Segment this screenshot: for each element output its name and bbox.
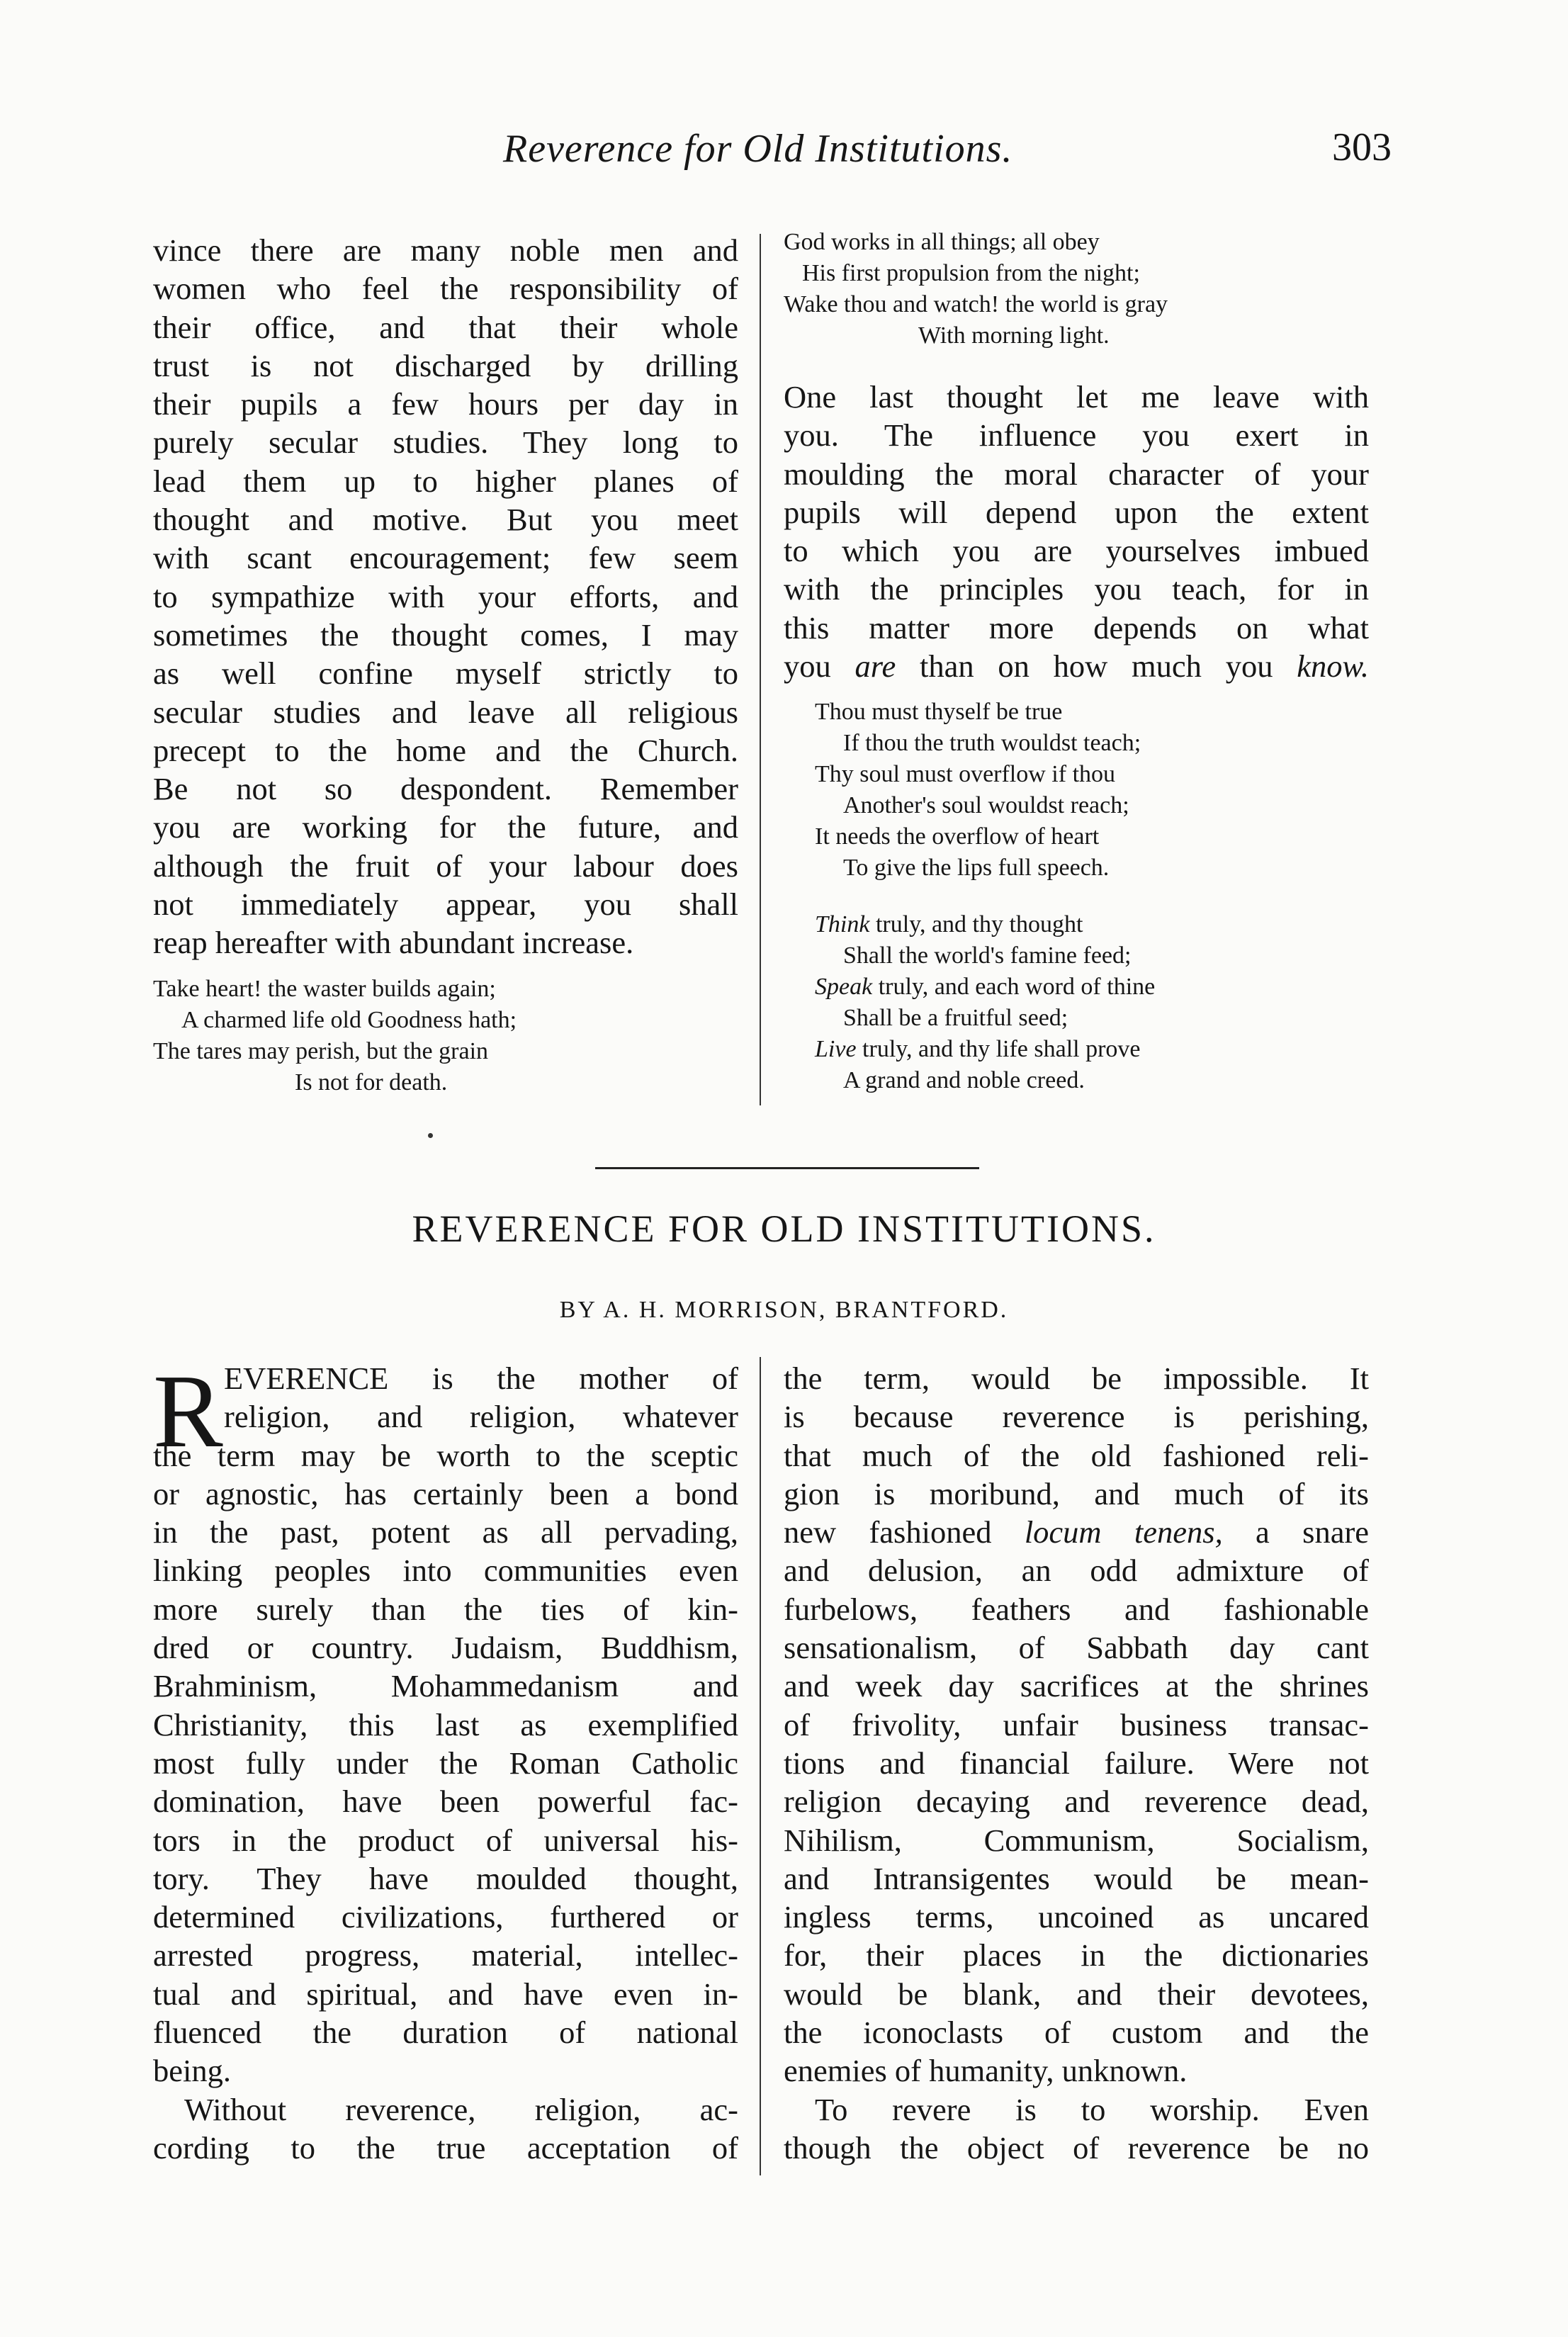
text-line: pupils will depend upon the extent [784,494,1369,530]
verse-line: Thou must thyself be true [815,699,1063,725]
verse-line [815,1034,1424,1065]
verse-line: Thy soul must overflow if thou [815,761,1116,787]
article-right-column [784,1359,1369,2167]
text-line: as well confine myself strictly to [153,655,738,692]
text-line: the term, would be impossible. It [784,1361,1369,1396]
text-line: secular studies and leave all religious [153,694,738,730]
text-line: their office, and that their whole [153,309,738,345]
text-line: although the fruit of your labour does [153,847,738,884]
verse-line: With morning light. [918,322,1110,349]
text-line: Christianity, this last as exemplified [153,1706,738,1742]
text-line: cording to the true acceptation of [153,2129,738,2166]
text-line: religion, and religion, whatever [224,1399,738,1435]
text-line [784,1513,1369,1551]
text-run: truly, and thy thought [869,911,1083,937]
text-line: moulding the moral character of your [784,456,1369,492]
text-run: truly, and each word of thine [872,974,1156,1000]
text-line: enemies of humanity, unknown. [784,2053,1188,2089]
text-line: determined civilizations, furthered or [153,1899,738,1935]
text-line: lead them up to higher planes of [153,463,738,499]
section-separator-rule [595,1167,979,1169]
prev-article-right-verse-top [784,227,1421,351]
text-line: more surely than the ties of kin- [153,1591,738,1627]
text-line: fluenced the duration of national [153,2015,738,2051]
text-line: ingless terms, uncoined as uncared [784,1899,1369,1935]
verse-line [815,972,1424,1003]
text-line: with scant encouragement; few seem [153,540,738,576]
text-run: you [784,648,855,685]
text-line: arrested progress, material, intellec- [153,1937,738,1973]
text-line: of frivolity, unfair business transac- [784,1706,1369,1742]
column-rule [760,234,761,1105]
prev-article-right-verse-mid [815,697,1424,884]
text-line: One last thought let me leave with [784,379,1369,415]
article-byline: BY A. H. MORRISON, BRANTFORD. [559,1297,1009,1323]
text-line: To revere is to worship. Even [815,2091,1369,2127]
text-line: thought and motive. But you meet [153,502,738,538]
text-line [784,647,1369,685]
text-line: women who feel the responsibility of [153,271,738,307]
text-line: and Intransigentes would be mean- [784,1860,1369,1896]
text-line: religion decaying and reverence dead, [784,1784,1369,1820]
text-line: and week day sacrifices at the shrines [784,1668,1369,1704]
stray-dot [428,1133,433,1138]
text-line: precept to the home and the Church. [153,732,738,768]
text-line: trust is not discharged by drilling [153,347,738,383]
text-line: the iconoclasts of custom and the [784,2015,1369,2051]
verse-line: Is not for death. [295,1069,448,1096]
text-line: tors in the product of universal his- [153,1822,738,1858]
page-number: 303 [1332,125,1392,169]
text-line: that much of the old fashioned reli- [784,1437,1369,1473]
text-line: Be not so despondent. Remember [153,771,738,807]
text-line: sensationalism, of Sabbath day cant [784,1630,1369,1666]
text-line: domination, have been powerful fac- [153,1784,738,1820]
verse-line: A charmed life old Goodness hath; [181,1007,517,1033]
text-line: with the principles you teach, for in [784,571,1369,607]
article-title: REVERENCE FOR OLD INSTITUTIONS. [412,1207,1156,1250]
text-line: the term may be worth to the sceptic [153,1437,738,1473]
text-line: though the object of reverence be no [784,2129,1369,2166]
text-line: you. The influence you exert in [784,417,1369,454]
text-line: Brahminism, Mohammedanism and [153,1668,738,1704]
italic-word: Live [815,1036,857,1062]
text-line: most fully under the Roman Catholic [153,1745,738,1781]
text-line: gion is moribund, and much of its [784,1475,1369,1511]
verse-line: His first propulsion from the night; [802,260,1140,286]
text-run: truly, and thy life shall prove [856,1036,1141,1062]
article-left-column [153,1353,738,2167]
text-line: tual and spiritual, and have even in- [153,1976,738,2012]
text-line: EVERENCE is the mother of [224,1361,738,1396]
text-line: Without reverence, religion, ac- [184,2091,738,2127]
text-line: being. [153,2053,231,2089]
italic-word: Think [815,911,870,937]
text-line: linking peoples into communities even [153,1553,738,1589]
prev-article-left-verse [153,974,738,1098]
text-run: new fashioned [784,1514,1025,1550]
prev-article-right-prose [784,378,1369,685]
text-line: would be blank, and their devotees, [784,1976,1369,2012]
column-rule [760,1357,761,2175]
verse-line: Shall the world's famine feed; [843,942,1132,969]
text-line: for, their places in the dictionaries [784,1937,1369,1973]
verse-line: Take heart! the waster builds again; [153,976,496,1002]
text-line: not immediately appear, you shall [153,886,738,923]
verse-line: To give the lips full speech. [843,855,1110,881]
text-line: to sympathize with your efforts, and [153,578,738,614]
verse-line: If thou the truth wouldst teach; [843,730,1141,756]
italic-word: Speak [815,974,873,1000]
verse-line: It needs the overflow of heart [815,823,1100,850]
text-line: tory. They have moulded thought, [153,1860,738,1896]
text-line: furbelows, feathers and fashionable [784,1591,1369,1627]
text-line: tions and financial failure. Were not [784,1745,1369,1781]
text-line: or agnostic, has certainly been a bond [153,1475,738,1511]
verse-line: A grand and noble creed. [843,1067,1085,1093]
italic-word: know. [1297,648,1369,685]
italic-word: are [854,648,896,685]
italic-phrase: locum tenens, [1024,1514,1223,1550]
text-line: in the past, potent as all pervading, [153,1514,738,1550]
prev-article-left-prose [153,231,738,962]
prev-article-right-verse-bottom [815,909,1424,1096]
text-line: reap hereafter with abundant increase. [153,925,634,961]
text-line: dred or country. Judaism, Buddhism, [153,1630,738,1666]
text-run: a snare [1222,1514,1370,1550]
text-line: purely secular studies. They long to [153,424,738,461]
text-line: Nihilism, Communism, Socialism, [784,1822,1369,1858]
text-line: sometimes the thought comes, I may [153,616,738,653]
verse-line [815,909,1424,940]
verse-line: God works in all things; all obey [784,229,1100,255]
verse-line: The tares may perish, but the grain [153,1038,489,1064]
running-head: Reverence for Old Institutions. [503,127,1013,171]
verse-line: Wake thou and watch! the world is gray [784,291,1168,317]
text-line: to which you are yourselves imbued [784,533,1369,569]
text-line: this matter more depends on what [784,609,1369,646]
text-line: you are working for the future, and [153,809,738,845]
text-line: and delusion, an odd admixture of [784,1553,1369,1589]
text-run: than on how much you [896,648,1297,685]
text-line: vince there are many noble men and [153,232,738,268]
text-line: is because reverence is perishing, [784,1399,1369,1435]
text-line: their pupils a few hours per day in [153,386,738,422]
verse-line: Shall be a fruitful seed; [843,1005,1068,1031]
drop-cap: R [153,1353,223,1470]
verse-line: Another's soul wouldst reach; [843,792,1129,818]
